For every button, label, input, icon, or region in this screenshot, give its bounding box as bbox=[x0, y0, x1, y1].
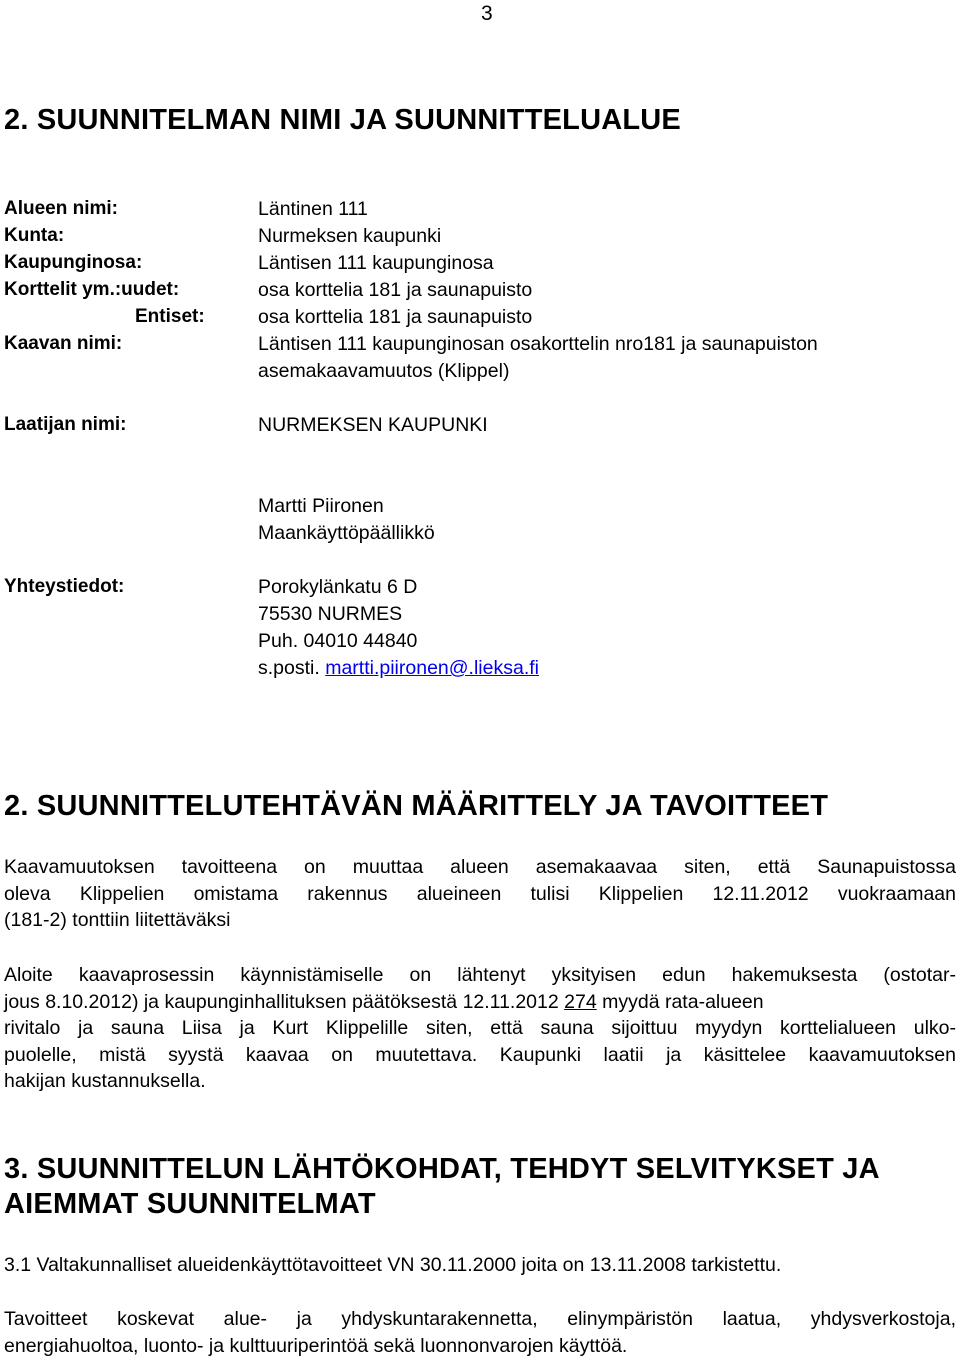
section-2b-heading: 2. SUUNNITTELUTEHTÄVÄN MÄÄRITTELY JA TAVOITTEET bbox=[4, 790, 829, 822]
value-kunta: Nurmeksen kaupunki bbox=[258, 225, 442, 247]
text-line: Aloite kaavaprosessin käynnistämiselle on lähtenyt yksityisen edun hakemuksesta (ostotar- bbox=[4, 964, 956, 986]
address-postal: 75530 NURMES bbox=[258, 603, 403, 625]
address-street: Porokylänkatu 6 D bbox=[258, 576, 418, 598]
text-line: hakijan kustannuksella. bbox=[4, 1070, 206, 1093]
section-2b-paragraph-2 bbox=[4, 962, 956, 1095]
text-line: Tavoitteet koskevat alue- ja yhdyskuntarakennetta, elinympäristön laatua, yhdysverkostoja, bbox=[4, 1308, 956, 1330]
text-line: Kaavamuutoksen tavoitteena on muuttaa alueen asemakaavaa siten, että Saunapuistossa bbox=[4, 856, 956, 878]
value-kaavan-nimi-cont: asemakaavamuutos (Klippel) bbox=[258, 360, 510, 382]
person-title: Maankäyttöpäällikkö bbox=[258, 522, 435, 544]
label-alueen-nimi: Alueen nimi: bbox=[4, 198, 119, 219]
label-kaupunginosa: Kaupunginosa: bbox=[4, 252, 143, 273]
text-segment: myydä rata-alueen bbox=[596, 990, 764, 1013]
value-entiset: osa korttelia 181 ja saunapuisto bbox=[258, 306, 533, 328]
text-segment: jous 8.10.2012) ja kaupunginhallituksen päätöksestä 12.11.2012 bbox=[4, 990, 559, 1013]
phone: Puh. 04010 44840 bbox=[258, 630, 418, 652]
section-3-heading-line-2: AIEMMAT SUUNNITELMAT bbox=[4, 1188, 376, 1220]
underlined-number: 274 bbox=[564, 990, 597, 1013]
text-line: (181-2) tonttiin liitettäväksi bbox=[4, 909, 231, 932]
label-kaavan-nimi: Kaavan nimi: bbox=[4, 333, 123, 354]
label-laatijan-nimi: Laatijan nimi: bbox=[4, 414, 127, 435]
value-kaavan-nimi: Läntisen 111 kaupunginosan osakorttelin nro181 ja saunapuiston bbox=[258, 333, 818, 355]
value-korttelit-uudet: osa korttelia 181 ja saunapuisto bbox=[258, 279, 533, 301]
email-link[interactable]: martti.piironen@.lieksa.fi bbox=[325, 657, 539, 679]
text-line: rivitalo ja sauna Liisa ja Kurt Klippelille siten, että sauna sijoittuu myydyn korttelialueen ulko- bbox=[4, 1017, 956, 1040]
section-2b-paragraph-1 bbox=[4, 854, 956, 934]
section-3-heading-line-1: 3. SUUNNITTELUN LÄHTÖKOHDAT, TEHDYT SELVITYKSET JA bbox=[4, 1153, 880, 1185]
email-line bbox=[258, 657, 539, 680]
text-line bbox=[4, 989, 956, 1016]
value-alueen-nimi: Läntinen 111 bbox=[258, 198, 368, 220]
person-name: Martti Piironen bbox=[258, 495, 384, 517]
value-laatijan-nimi: NURMEKSEN KAUPUNKI bbox=[258, 414, 488, 436]
page-number: 3 bbox=[481, 2, 493, 25]
section-3-paragraph-2 bbox=[4, 1306, 956, 1359]
text-line: 3.1 Valtakunnalliset alueidenkäyttötavoitteet VN 30.11.2000 joita on 13.11.2008 tarkistettu. bbox=[4, 1254, 782, 1276]
value-kaupunginosa: Läntisen 111 kaupunginosa bbox=[258, 252, 494, 274]
label-yhteystiedot: Yhteystiedot: bbox=[4, 576, 125, 597]
section-3-paragraph-1 bbox=[4, 1252, 956, 1279]
label-kunta: Kunta: bbox=[4, 225, 65, 246]
email-prefix: s.posti. bbox=[258, 657, 320, 679]
text-line: oleva Klippelien omistama rakennus alueineen tulisi Klippelien 12.11.2012 vuokraamaan bbox=[4, 882, 956, 905]
text-line: energiahuoltoa, luonto- ja kulttuuriperintöä sekä luonnonvarojen käyttöä. bbox=[4, 1334, 628, 1357]
label-entiset: Entiset: bbox=[135, 306, 205, 327]
section-2-heading: 2. SUUNNITELMAN NIMI JA SUUNNITTELUALUE bbox=[4, 104, 681, 136]
text-line: puolelle, mistä syystä kaavaa on muutettava. Kaupunki laatii ja käsittelee kaavamuutoksen bbox=[4, 1043, 956, 1066]
label-korttelit-uudet: Korttelit ym.:uudet: bbox=[4, 279, 180, 300]
